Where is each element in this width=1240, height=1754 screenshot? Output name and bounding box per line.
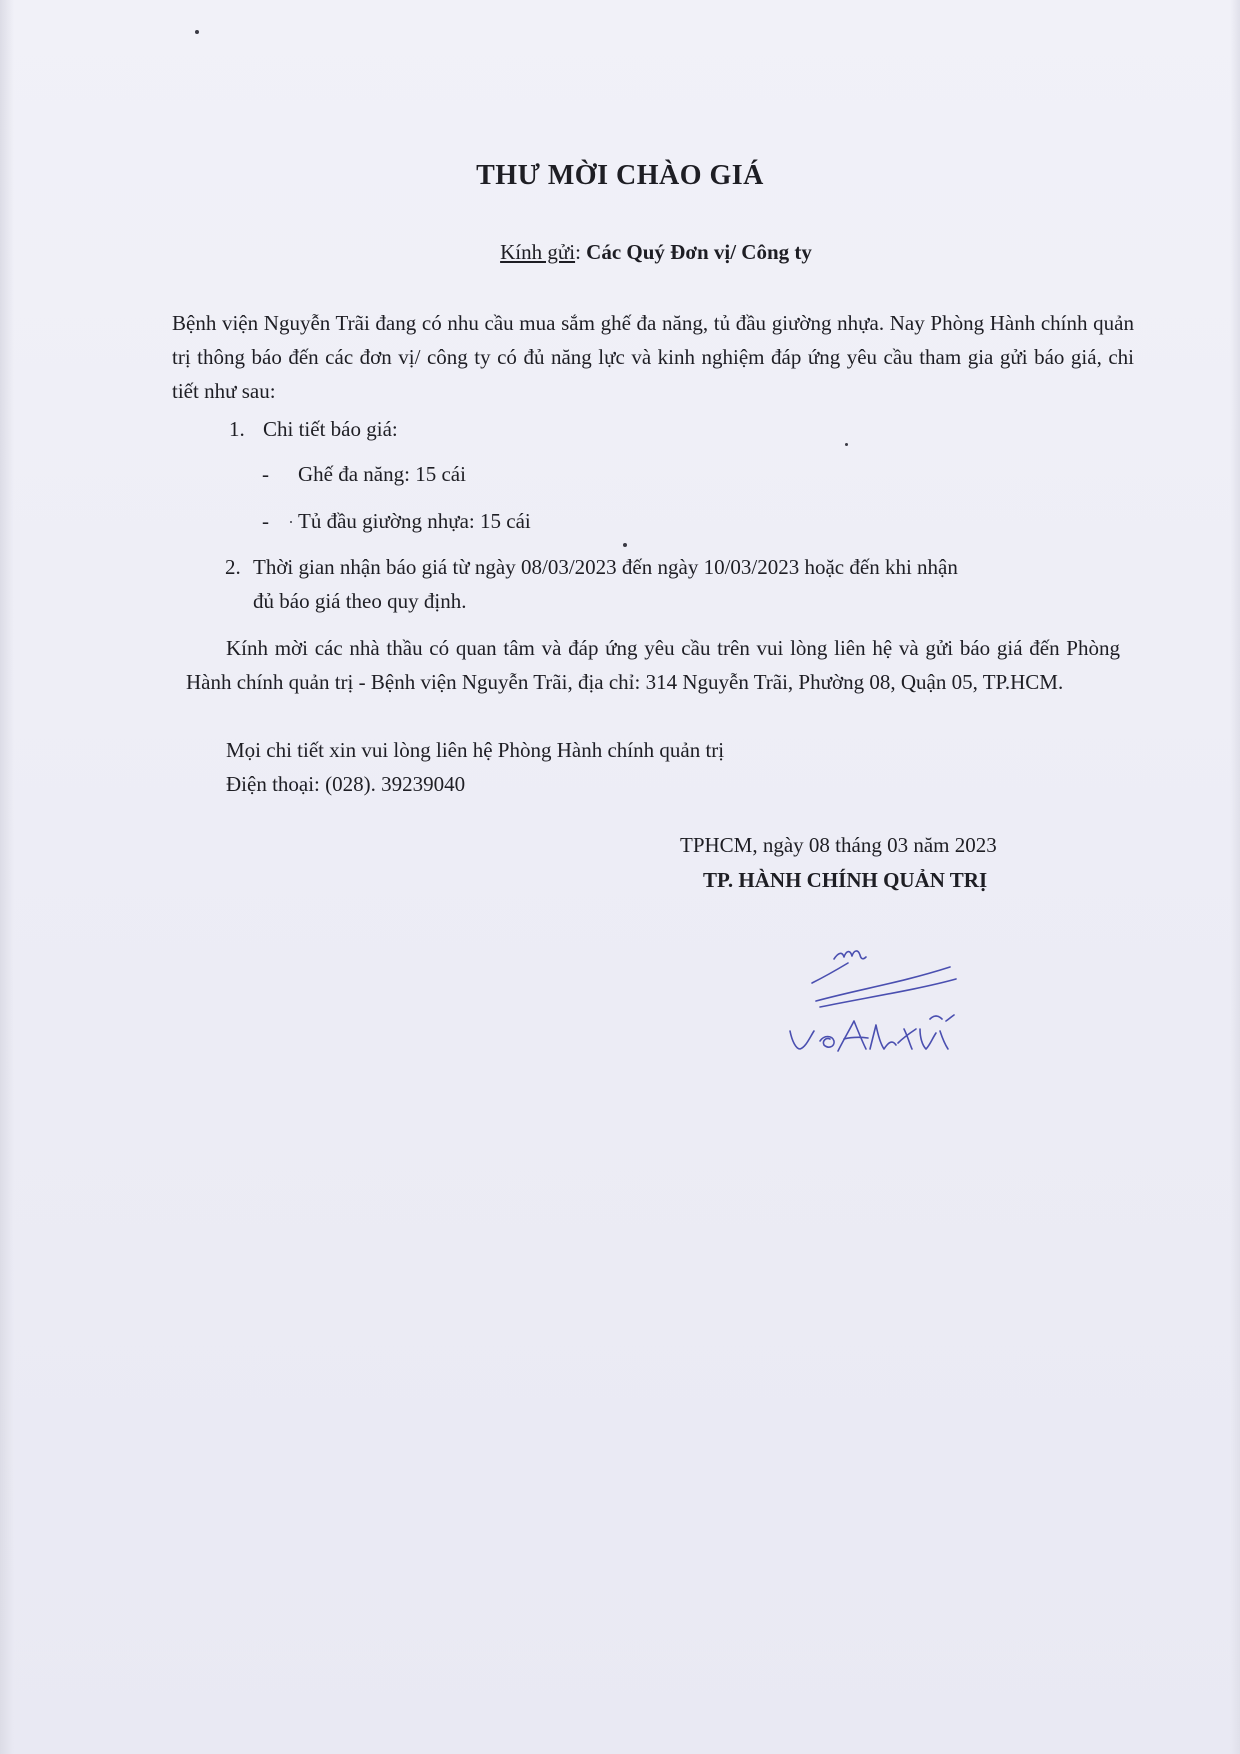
- signer-title: TP. HÀNH CHÍNH QUẢN TRỊ: [703, 868, 988, 892]
- list-item-1-text: Chi tiết báo giá:: [263, 417, 398, 441]
- contact-line: Mọi chi tiết xin vui lòng liên hệ Phòng Hành chính quản trị: [226, 738, 725, 762]
- bullet-text: Ghế đa năng: 15 cái: [298, 462, 466, 486]
- salutation: [0, 240, 1240, 265]
- list-item-1: [229, 412, 398, 446]
- list-item-1-number: 1.: [229, 417, 245, 441]
- place-and-date: TPHCM, ngày 08 tháng 03 năm 2023: [680, 833, 997, 857]
- scan-speck: [195, 30, 199, 34]
- salutation-recipient: Các Quý Đơn vị/ Công ty: [586, 240, 812, 264]
- bullet-text: Tủ đầu giường nhựa: 15 cái: [298, 509, 531, 533]
- scan-speck: [845, 443, 848, 446]
- invitation-paragraph: Kính mời các nhà thầu có quan tâm và đáp ứng yêu cầu trên vui lòng liên hệ và gửi báo giá đến Phòng Hành chính quản trị - Bệnh viện Nguyễn Trãi, địa chỉ: 314 Nguyễn Trãi, Phường 08, Quận 05, TP.HCM.: [186, 636, 1120, 694]
- bullet-item-2: [262, 504, 531, 538]
- bullet-dash: -: [262, 462, 269, 486]
- list-item-2: [225, 550, 958, 584]
- handwritten-signature: [780, 945, 1000, 1065]
- scan-speck: [623, 543, 627, 547]
- intro-paragraph: Bệnh viện Nguyễn Trãi đang có nhu cầu mua sắm ghế đa năng, tủ đầu giường nhựa. Nay Phòng Hành chính quản trị thông báo đến các đơn vị/ công ty có đủ năng lực và kinh nghiệm đáp ứng yêu cầu tham gia gửi báo giá, chi tiết như sau:: [172, 311, 1134, 403]
- list-item-2-continuation: đủ báo giá theo quy định.: [253, 589, 467, 613]
- list-item-2-line-1: Thời gian nhận báo giá từ ngày 08/03/2023 đến ngày 10/03/2023 hoặc đến khi nhận: [253, 555, 958, 579]
- salutation-separator: :: [575, 240, 587, 264]
- phone-line: Điện thoại: (028). 39239040: [226, 772, 466, 796]
- document-title: THƯ MỜI CHÀO GIÁ: [476, 160, 764, 191]
- bullet-item-1: [262, 457, 466, 491]
- list-item-2-number: 2.: [225, 555, 241, 579]
- bullet-dash: -: [262, 509, 269, 533]
- salutation-label: Kính gửi: [500, 240, 576, 264]
